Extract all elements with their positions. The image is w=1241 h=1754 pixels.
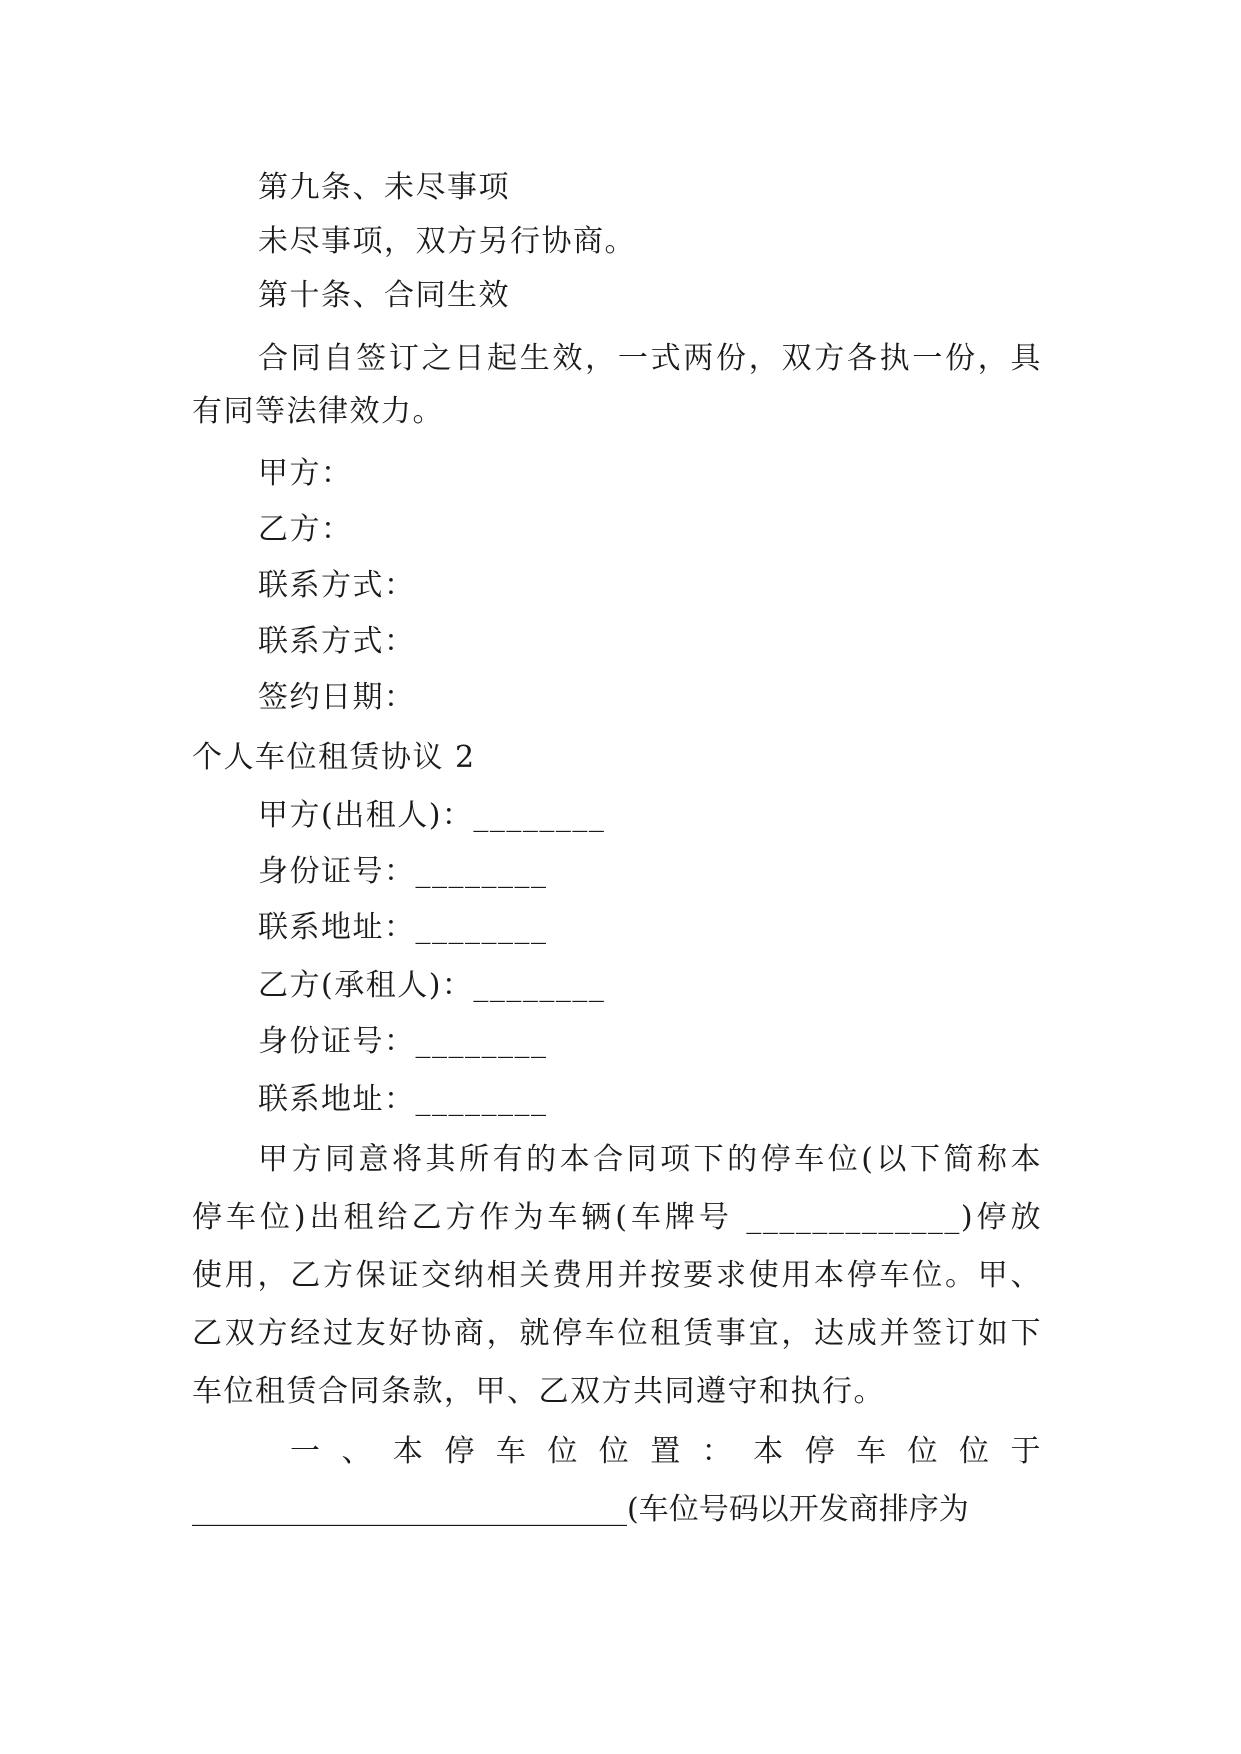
preamble-line-3: 使用，乙方保证交纳相关费用并按要求使用本停车位。甲、 (192, 1258, 1042, 1293)
lessee-field: 乙方(承租人)：________ (258, 968, 606, 1003)
article-10-text-line-2: 有同等法律效力。 (192, 394, 444, 429)
signing-date: 签约日期： (258, 680, 416, 715)
preamble-line-1: 甲方同意将其所有的本合同项下的停车位(以下简称本 (258, 1142, 1042, 1177)
lessee-id-number-field: 身份证号：________ (258, 1024, 548, 1059)
article-10-heading: 第十条、合同生效 (258, 278, 510, 313)
clause-1-location-line-2: _____________________________(车位号码以开发商排序为 (192, 1492, 969, 1527)
lessor-id-number-field: 身份证号：________ (258, 854, 548, 889)
agreement-2-title: 个人车位租赁协议 2 (192, 740, 476, 775)
article-10-text-line-1: 合同自签订之日起生效，一式两份，双方各执一份，具 (258, 341, 1042, 376)
preamble-line-4: 乙双方经过友好协商，就停车位租赁事宜，达成并签订如下 (192, 1316, 1042, 1351)
party-a-signature: 甲方： (258, 456, 353, 491)
preamble-line-5: 车位租赁合同条款，甲、乙双方共同遵守和执行。 (192, 1374, 885, 1409)
preamble-line-2: 停车位)出租给乙方作为车辆(车牌号 _____________)停放 (192, 1200, 1042, 1235)
contact-info-b: 联系方式： (258, 624, 416, 659)
contact-info-a: 联系方式： (258, 568, 416, 603)
lessor-field: 甲方(出租人)：________ (258, 798, 606, 833)
party-b-signature: 乙方： (258, 512, 353, 547)
clause-1-location-line-1: 一 、 本 停 车 位 位 置 ： 本 停 车 位 位 于 (290, 1434, 1042, 1469)
lessor-address-field: 联系地址：________ (258, 910, 548, 945)
article-9-heading: 第九条、未尽事项 (258, 170, 510, 205)
lessee-address-field: 联系地址：________ (258, 1082, 548, 1117)
article-9-text: 未尽事项，双方另行协商。 (258, 224, 636, 259)
